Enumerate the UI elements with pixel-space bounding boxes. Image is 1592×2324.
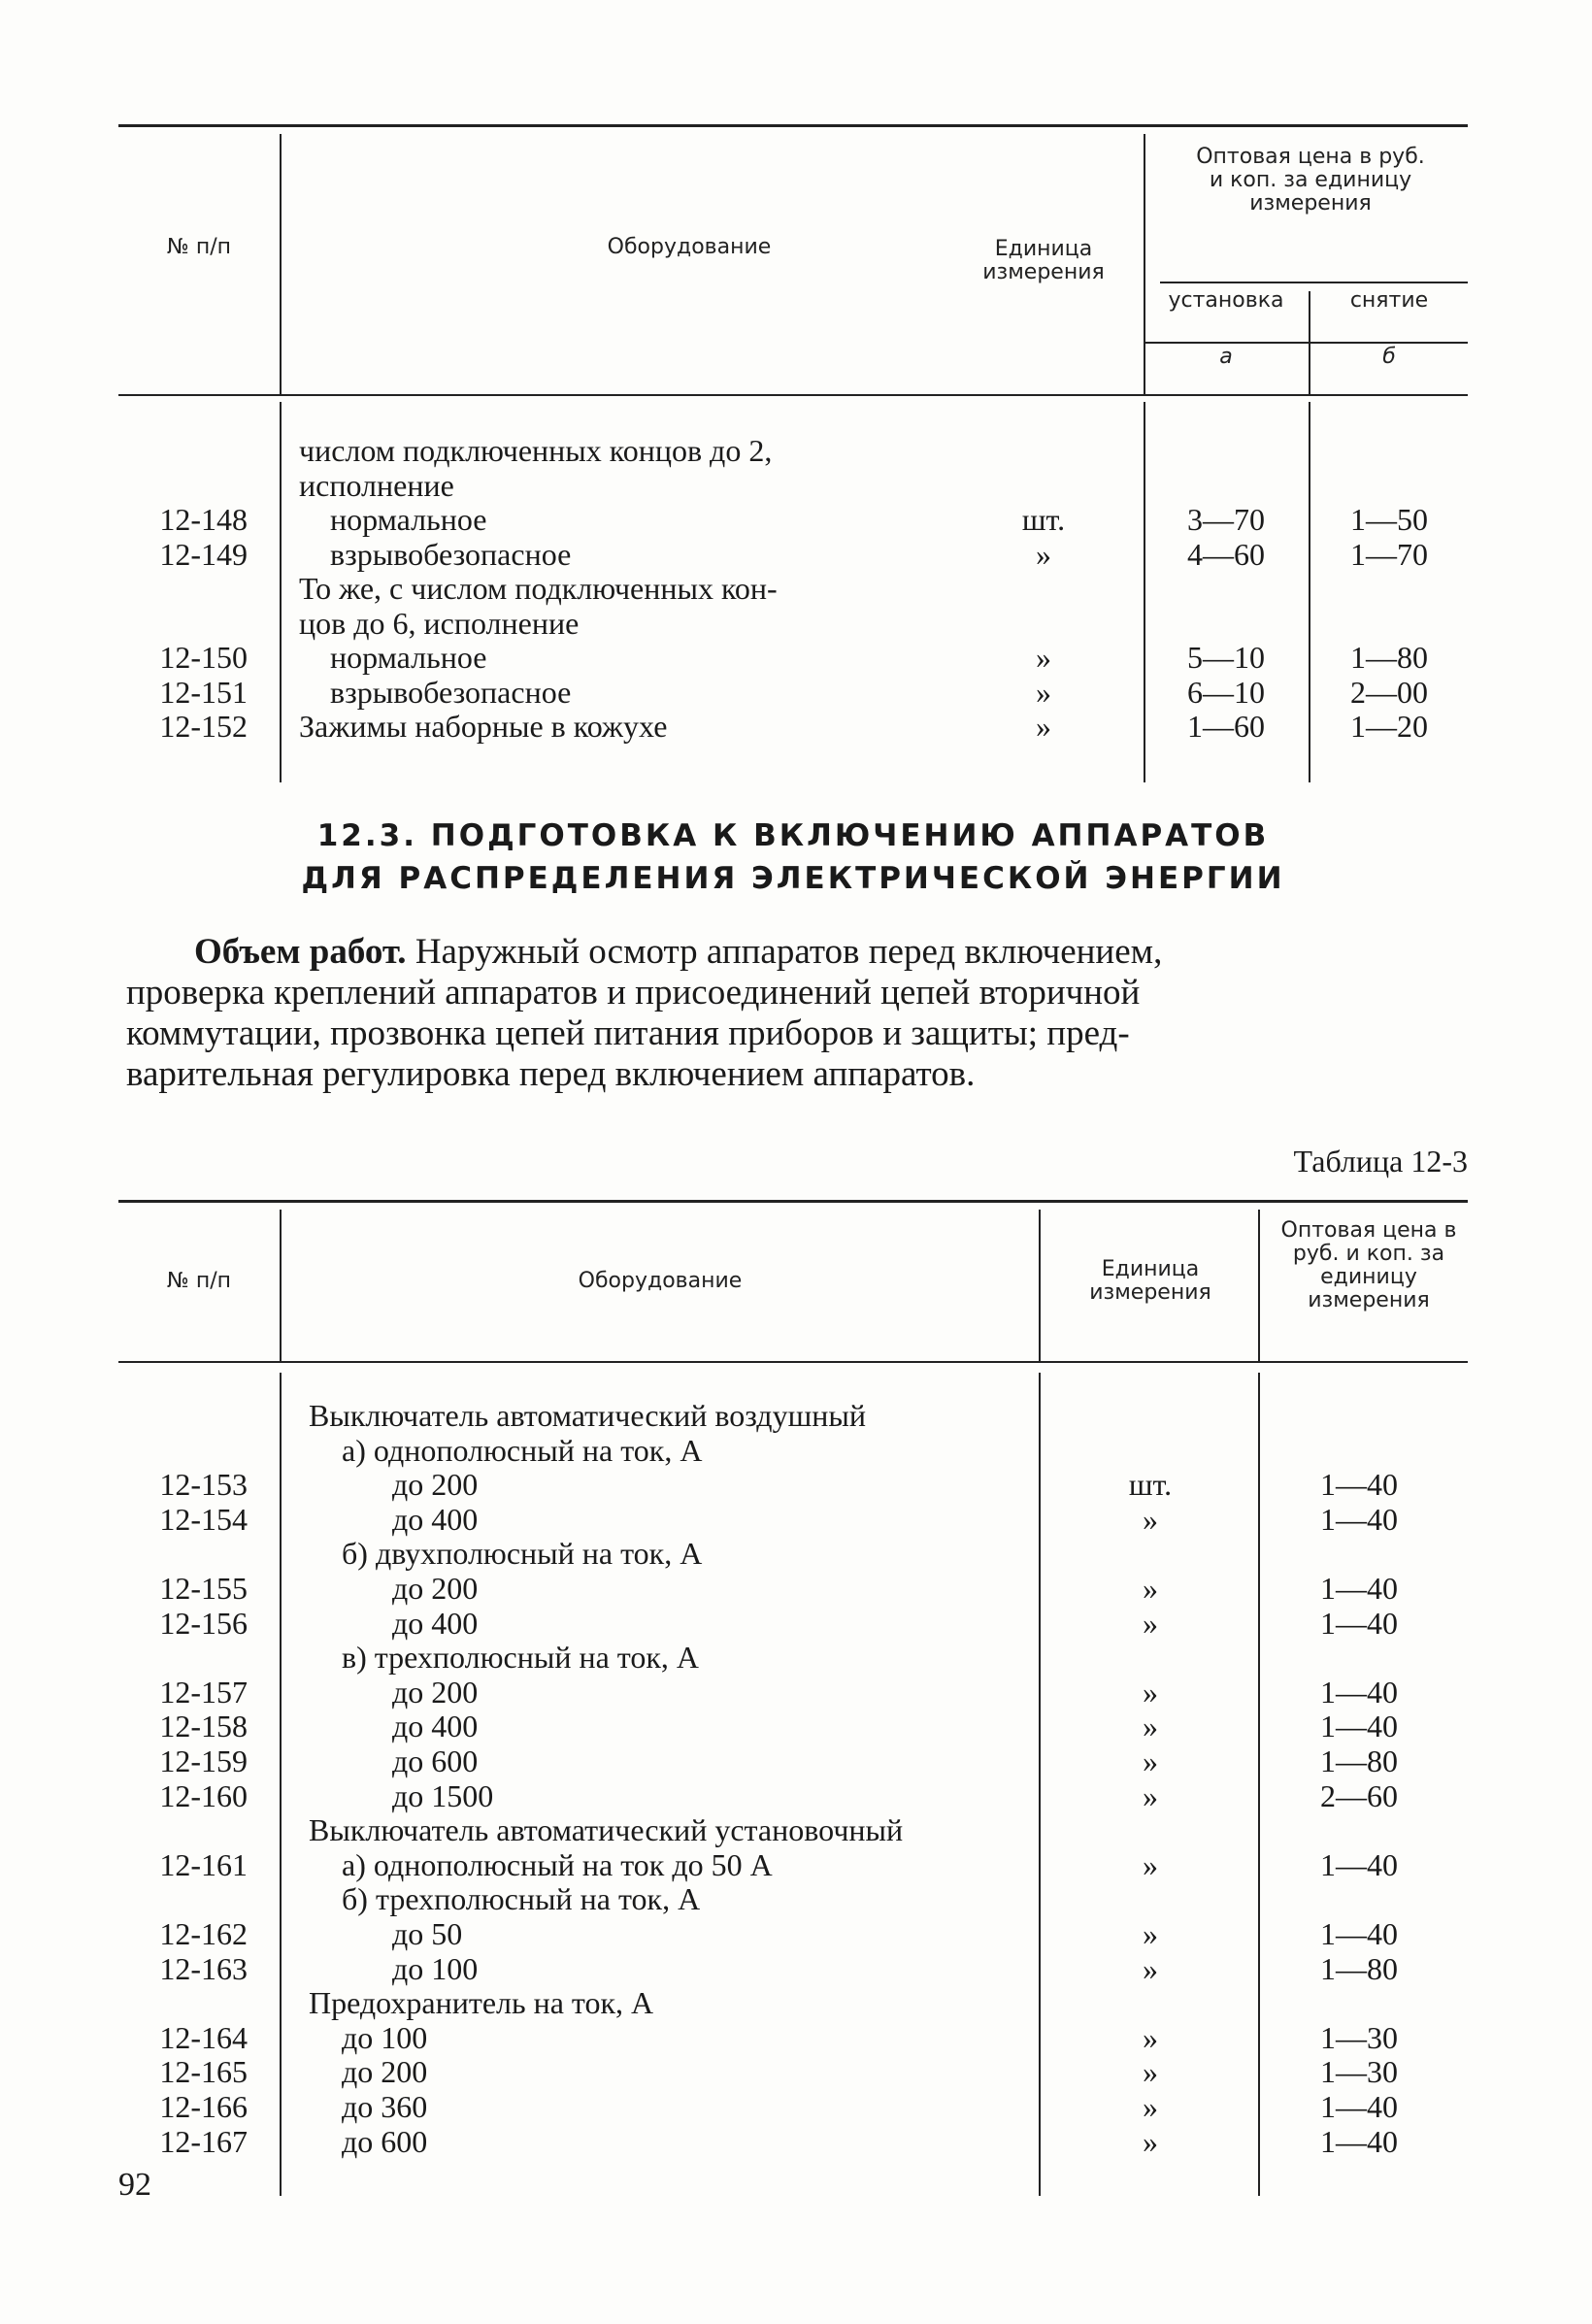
table1-header-col-b: б [1382,345,1396,369]
row-number: 12-156 [159,1606,248,1641]
row-price: 1—40 [1320,1467,1398,1502]
row-price: 1—30 [1320,2020,1398,2055]
table1-header-rule [118,394,1468,396]
row-unit: » [1143,1502,1158,1537]
section-heading-line1: 12.3. ПОДГОТОВКА К ВКЛЮЧЕНИЮ АППАРАТОВ [316,818,1270,853]
row-equipment: б) трехполюсный на ток, А [342,1881,701,1916]
row-equipment: до 200 [392,1675,479,1710]
row-equipment: а) однополюсный на ток до 50 А [342,1847,773,1882]
row-equipment: Выключатель автоматический установочный [309,1812,904,1847]
row-price: 1—40 [1320,2089,1398,2124]
table1-header-equipment: Оборудование [607,235,772,259]
row-price: 1—40 [1320,1571,1398,1606]
row-equipment: до 200 [392,1571,479,1606]
paragraph-text: Наружный осмотр аппаратов перед включением, [415,932,1163,972]
table2-col-divider [1039,1373,1041,2196]
row-price: 1—40 [1320,1709,1398,1743]
row-price-remove: 2—00 [1350,675,1428,710]
row-equipment: до 200 [392,1467,479,1502]
table2-header-unit: Единица измерения [1089,1257,1211,1305]
row-price: 1—80 [1320,1951,1398,1986]
paragraph-line: проверка креплений аппаратов и присоединений цепей вторичной [126,973,1141,1013]
row-equipment: исполнение [299,468,454,503]
row-unit: » [1143,1675,1158,1710]
table1-top-rule [118,124,1468,127]
paragraph-lead: Объем работ. [194,932,407,972]
row-price-install: 5—10 [1187,640,1265,675]
row-number: 12-164 [159,2020,248,2055]
row-price: 1—40 [1320,1606,1398,1641]
row-unit: » [1143,2089,1158,2124]
row-equipment: Выключатель автоматический воздушный [309,1398,866,1433]
row-number: 12-162 [159,1916,248,1951]
table1-col-divider [280,134,282,394]
table2-col-divider [1258,1373,1260,2196]
row-unit: » [1143,1571,1158,1606]
table1-subheader-rule [1144,342,1468,344]
row-number: 12-161 [159,1847,248,1882]
row-equipment: Предохранитель на ток, А [309,1985,654,2020]
row-price: 1—40 [1320,1675,1398,1710]
row-number: 12-150 [159,640,248,675]
row-equipment: до 1500 [392,1778,494,1813]
row-unit: » [1036,640,1051,675]
table1-header-install: установка [1168,288,1284,313]
row-price: 1—40 [1320,1916,1398,1951]
row-number: 12-154 [159,1502,248,1537]
row-unit: шт. [1128,1467,1173,1502]
row-equipment: Зажимы наборные в кожухе [299,709,668,744]
row-number: 12-159 [159,1743,248,1778]
row-unit: » [1036,709,1051,744]
table1-header-price: Оптовая цена в руб. и коп. за единицу измерения [1196,145,1425,216]
table2-header-rule [118,1361,1468,1363]
row-unit: » [1143,1778,1158,1813]
paragraph-line: коммутации, прозвонка цепей питания приборов и защиты; пред- [126,1013,1130,1053]
table2-caption: Таблица 12-3 [1293,1144,1468,1179]
table2-header-num: № п/п [166,1269,232,1293]
row-equipment: до 100 [392,1951,479,1986]
row-equipment: То же, с числом подключенных кон- [299,571,778,606]
row-unit: » [1143,1916,1158,1951]
table2-col-divider [1258,1210,1260,1361]
row-equipment: взрывобезопасное [330,675,572,710]
row-price-remove: 1—20 [1350,709,1428,744]
row-equipment: нормальное [330,640,487,675]
row-equipment: взрывобезопасное [330,537,572,572]
row-equipment: а) однополюсный на ток, А [342,1433,703,1468]
row-number: 12-152 [159,709,248,744]
row-unit: » [1143,1709,1158,1743]
row-price-install: 1—60 [1187,709,1265,744]
row-equipment: до 100 [342,2020,428,2055]
row-equipment: до 360 [342,2089,428,2124]
section-heading-line2: ДЛЯ РАСПРЕДЕЛЕНИЯ ЭЛЕКТРИЧЕСКОЙ ЭНЕРГИИ [301,861,1285,896]
row-unit: » [1143,1606,1158,1641]
row-price-install: 3—70 [1187,502,1265,537]
row-unit: » [1036,537,1051,572]
row-number: 12-151 [159,675,248,710]
row-equipment: числом подключенных концов до 2, [299,433,773,468]
row-equipment: до 600 [392,1743,479,1778]
paragraph-line: варительная регулировка перед включением аппаратов. [126,1054,976,1094]
row-price: 1—40 [1320,2124,1398,2159]
row-unit: » [1143,1847,1158,1882]
row-price: 1—80 [1320,1743,1398,1778]
row-number: 12-153 [159,1467,248,1502]
table1-subheader-rule [1160,282,1468,283]
row-price-remove: 1—70 [1350,537,1428,572]
row-unit: » [1143,2020,1158,2055]
row-number: 12-158 [159,1709,248,1743]
row-unit: » [1143,2124,1158,2159]
row-unit: » [1036,675,1051,710]
row-number: 12-149 [159,537,248,572]
row-price-remove: 1—80 [1350,640,1428,675]
row-price: 1—40 [1320,1502,1398,1537]
row-unit: » [1143,1743,1158,1778]
row-equipment: б) двухполюсный на ток, А [342,1536,703,1571]
table2-header-price: Оптовая цена в руб. и коп. за единицу измерения [1280,1218,1457,1312]
row-price: 1—40 [1320,1847,1398,1882]
table2-col-divider [280,1373,282,2196]
row-price: 1—30 [1320,2054,1398,2089]
row-equipment: цов до 6, исполнение [299,606,580,641]
row-equipment: до 50 [392,1916,463,1951]
table1-header-remove: снятие [1349,288,1429,313]
section-paragraph [126,932,1471,1095]
row-number: 12-157 [159,1675,248,1710]
row-unit: » [1143,1951,1158,1986]
row-price-install: 6—10 [1187,675,1265,710]
row-number: 12-165 [159,2054,248,2089]
row-number: 12-163 [159,1951,248,1986]
row-unit: шт. [1021,502,1066,537]
row-equipment: до 400 [392,1502,479,1537]
row-number: 12-167 [159,2124,248,2159]
row-price: 2—60 [1320,1778,1398,1813]
paragraph-line [126,932,1471,973]
row-equipment: нормальное [330,502,487,537]
row-number: 12-155 [159,1571,248,1606]
row-equipment: до 400 [392,1606,479,1641]
row-number: 12-148 [159,502,248,537]
table2-col-divider [1039,1210,1041,1361]
row-unit: » [1143,2054,1158,2089]
table2-top-rule [118,1200,1468,1203]
table1-header-num: № п/п [166,235,232,259]
table1-header-col-a: а [1219,345,1233,369]
row-equipment: до 200 [342,2054,428,2089]
row-number: 12-166 [159,2089,248,2124]
row-equipment: до 600 [342,2124,428,2159]
row-number: 12-160 [159,1778,248,1813]
row-price-install: 4—60 [1187,537,1265,572]
table1-header-unit: Единица измерения [982,237,1105,284]
row-price-remove: 1—50 [1350,502,1428,537]
page-number: 92 [118,2167,151,2203]
row-equipment: до 400 [392,1709,479,1743]
row-equipment: в) трехполюсный на ток, А [342,1640,699,1675]
table2-header-equipment: Оборудование [578,1269,743,1293]
table1-col-divider [280,402,282,782]
